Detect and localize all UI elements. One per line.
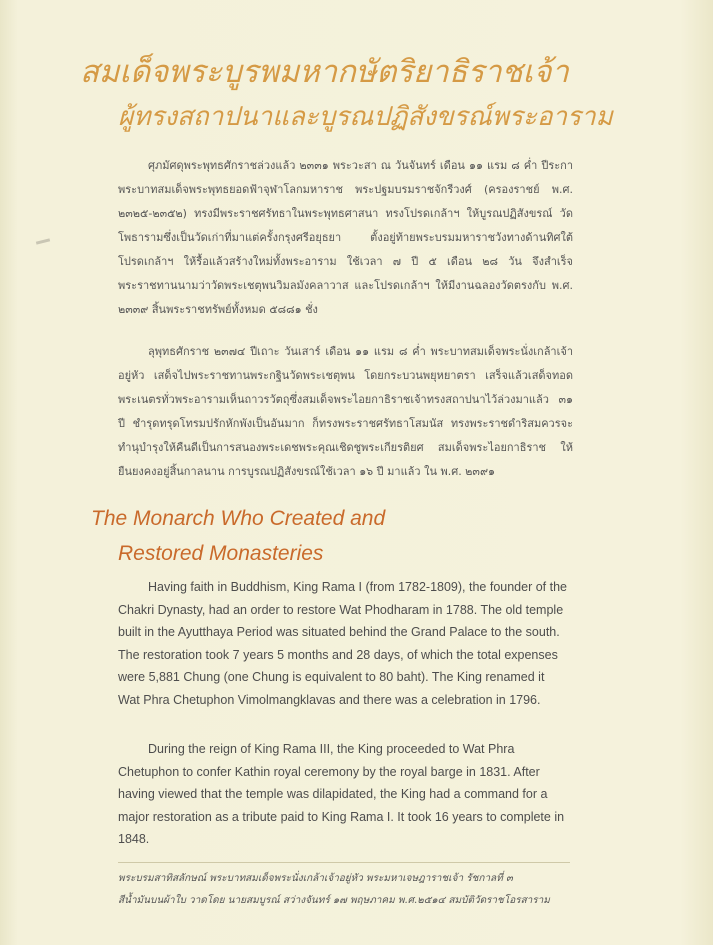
margin-mark [36,238,50,244]
thai-title-line-1: สมเด็จพระบูรพมหากษัตริยาธิราชเจ้า [80,54,569,90]
english-paragraph-1: Having faith in Buddhism, King Rama I (from 1782-1809), the founder of the Chakri Dynasty, had an order to restore Wat Phodharam in 1788. The old temple built in the Ayutthaya Period was situated behind the Grand Palace to the south. The restoration took 7 years 5 months and 28 days, of which the total expenses were 5,881 Chung (one Chung is equivalent to 80 baht). The King renamed it Wat Phra Chetuphon Vimolmangklavas and there was a celebration in 1796. [118,580,567,707]
thai-title-line-2: ผู้ทรงสถาปนาและบูรณปฏิสังขรณ์พระอาราม [118,102,613,132]
thai-paragraph-2: ลุพุทธศักราช ๒๓๗๔ ปีเถาะ วันเสาร์ เดือน ๑๑ แรม ๘ ค่ำ พระบาทสมเด็จพระนั่งเกล้าเจ้าอยู่หัว เสด็จไปพระราชทานพระกฐินวัดพระเชตุพน โดยกระบวนพยุหยาตรา เสร็จแล้วเสด็จทอดพระเนตรทั่วพระอารามเห็นถาวรวัตถุซึ่งสมเด็จพระไอยกาธิราชเจ้าทรงสถาปนาไว้ล่วงมาแล้ว ๓๑ ปี ชำรุดทรุดโทรมปรักหักพังเป็นอันมาก ก็ทรงพระราชศรัทธาโสมนัส ทรงพระราชดำริสมควรจะทำนุบำรุงให้คืนดีเป็นการสนองพระเดชพระคุณเชิดชูพระเกียรติยศ สมเด็จพระไอยกาธิราช ให้ยืนยงคงอยู่สิ้นกาลนาน การบูรณปฏิสังขรณ์ใช้เวลา ๑๖ ปี มาแล้ว ใน พ.ศ. ๒๓๙๑ [118,345,573,478]
image-caption [118,868,588,912]
english-title-line-1: The Monarch Who Created and [91,507,386,530]
english-title-line-2: Restored Monasteries [118,542,324,565]
english-paragraph-2: During the reign of King Rama III, the King proceeded to Wat Phra Chetuphon to confer Kathin royal ceremony by the royal barge in 1831. After having viewed that the temple was dilapidated, the King had a command for a major restoration as a tribute paid to King Rama I. It took 16 years to complete in 1848. [118,742,565,846]
caption-line-2: สีน้ำมันบนผ้าใบ วาดโดย นายสมบูรณ์ สว่างจันทร์ ๑๗ พฤษภาคม พ.ศ.๒๕๑๔ สมบัติวัดราชโอรสาราม [118,895,550,906]
caption-line-1: พระบรมสาทิสลักษณ์ พระบาทสมเด็จพระนั่งเกล้าเจ้าอยู่หัว พระมหาเจษฎาราชเจ้า รัชกาลที่ ๓ [118,873,513,884]
caption-divider [118,862,570,863]
thai-paragraph-1: ศุภมัศดุพระพุทธศักราชล่วงแล้ว ๒๓๓๑ พระวะสา ณ วันจันทร์ เดือน ๑๑ แรม ๘ ค่ำ ปีระกา พระบาทสมเด็จพระพุทธยอดฟ้าจุฬาโลกมหาราช พระปฐมบรมราชจักรีวงศ์ (ครองราชย์ พ.ศ. ๒๓๒๕-๒๓๕๒) ทรงมีพระราชศรัทธาในพระพุทธศาสนา ทรงโปรดเกล้าฯ ให้บูรณปฏิสังขรณ์ วัดโพธารามซึ่งเป็นวัดเก่าที่มาแต่ครั้งกรุงศรีอยุธยา ตั้งอยู่ท้ายพระบรมมหาราชวังทางด้านทิศใต้ โปรดเกล้าฯ ให้รื้อแล้วสร้างใหม่ทั้งพระอาราม ใช้เวลา ๗ ปี ๕ เดือน ๒๘ วัน จึงสำเร็จ พระราชทานนามว่าวัดพระเชตุพนวิมลมังคลาวาส และโปรดเกล้าฯ ให้มีงานฉลองวัดตรงกับ พ.ศ. ๒๓๓๙ สิ้นพระราชทรัพย์ทั้งหมด ๕๘๘๑ ชั่ง [118,159,573,316]
